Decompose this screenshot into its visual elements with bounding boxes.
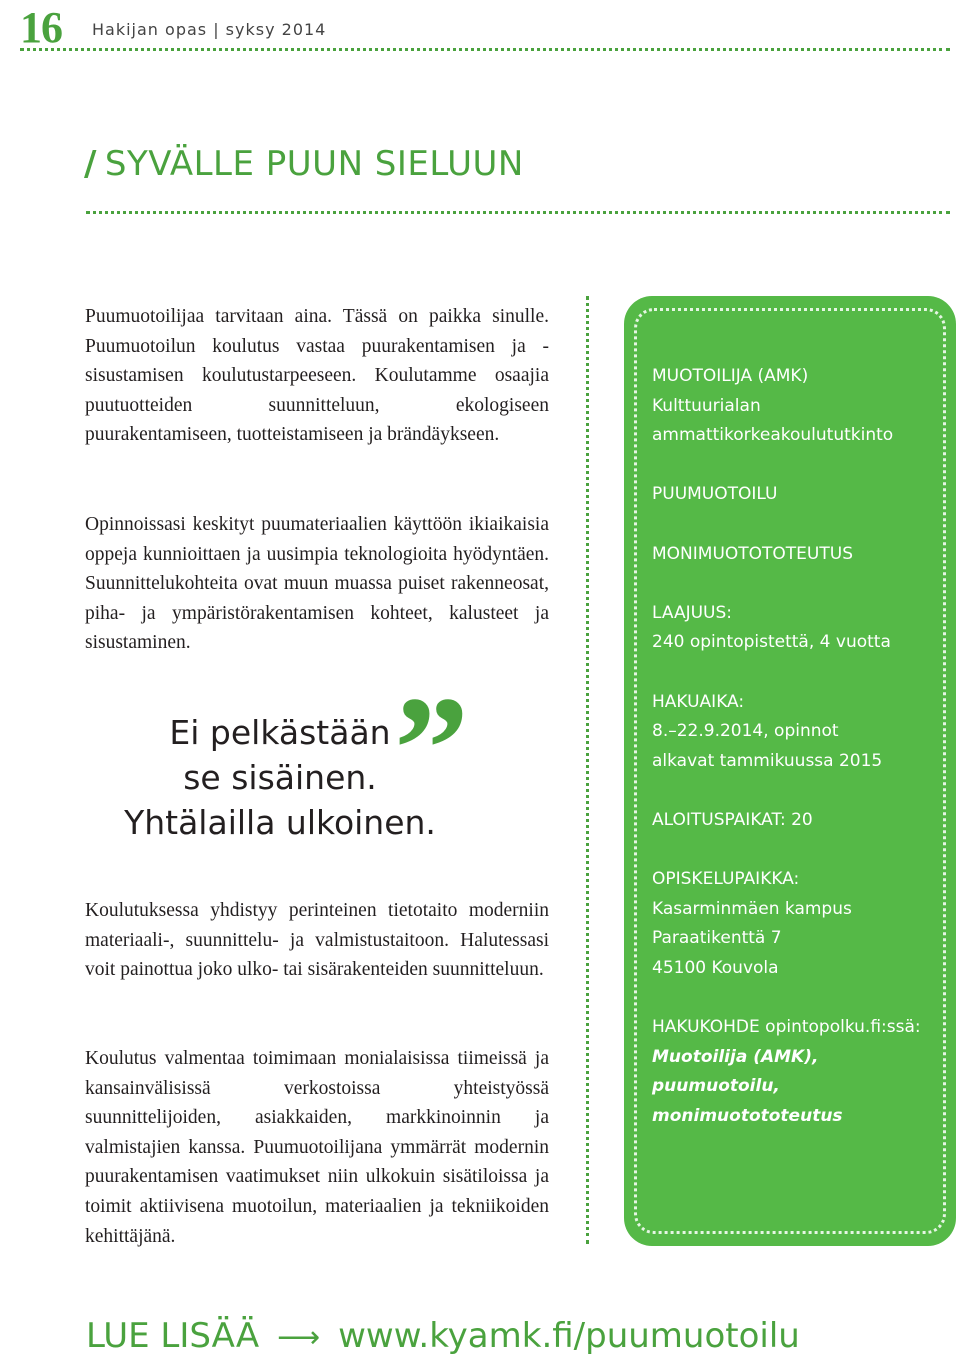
degree-title: MUOTOILIJA (AMK) xyxy=(652,366,809,386)
arrow-right-icon: ⟶ xyxy=(277,1320,321,1355)
study-mode: MONIMUOTOTOTEUTUS xyxy=(652,543,853,564)
apply-item: Muotoilija (AMK), xyxy=(652,1046,819,1067)
top-dotted-rule xyxy=(20,48,950,51)
location-line: Paraatikenttä 7 xyxy=(652,928,782,949)
mode-block xyxy=(652,540,942,570)
location-label: OPISKELUPAIKKA: xyxy=(652,869,800,890)
programme-name: PUUMUOTOILU xyxy=(652,484,778,505)
programme-block xyxy=(652,480,942,510)
title-text: SYVÄLLE PUUN SIELUUN xyxy=(104,144,524,184)
quote-line: Yhtälailla ulkoinen. xyxy=(124,803,436,842)
footer-read-more xyxy=(86,1316,800,1356)
quote-line: Ei pelkästään xyxy=(169,713,391,752)
location-line: Kasarminmäen kampus xyxy=(652,898,852,919)
places-block xyxy=(652,806,942,836)
title-slash: / xyxy=(84,144,97,184)
application-label: HAKUAIKA: xyxy=(652,691,745,712)
quote-mark: ” xyxy=(394,666,469,832)
intro-paragraph-1: Puumuotoilijaa tarvitaan aina. Tässä on paikka sinulle. Puumuotoilun koulutus vastaa puurakentamisen ja -sisustamisen koulutustarpeeseen. Koulutamme osaajia puutuotteiden suunnitteluun, ekologiseen puurakentamiseen, tuotteistamiseen ja brändäykseen. xyxy=(85,306,549,446)
apply-label: HAKUKOHDE opintopolku.fi:ssä: xyxy=(652,1017,921,1038)
degree-line: Kulttuurialan xyxy=(652,395,761,416)
quote-line: se sisäinen. xyxy=(183,758,377,797)
scope-label: LAAJUUS: xyxy=(652,602,733,623)
application-start: alkavat tammikuussa 2015 xyxy=(652,750,883,771)
info-box xyxy=(624,296,956,1246)
body-paragraph-1: Koulutuksessa yhdistyy perinteinen tietotaito moderniin materiaali-, suunnittelu- ja valmistustaitoon. Halutessasi voit painottua joko ulko- tai sisärakenteiden suunnitteluun. xyxy=(85,900,549,981)
scope-value: 240 opintopistettä, 4 vuotta xyxy=(652,632,891,653)
info-box-content xyxy=(652,362,942,1161)
page-number: 16 xyxy=(20,3,62,52)
website-link[interactable]: www.kyamk.fi/puumuotoilu xyxy=(338,1316,800,1356)
scope-block xyxy=(652,599,942,658)
application-block xyxy=(652,688,942,777)
title-dotted-rule xyxy=(86,211,950,214)
intro-paragraph-2: Opinnoissasi keskityt puumateriaalien käyttöön ikiaikaisia oppeja kunnioittaen ja uusimpia teknologioita hyödyntäen. Suunnittelukohteita ovat muun muassa puiset rakenneosat, piha- ja ympäristörakentamisen kohteet, kalusteet ja sisustaminen. xyxy=(85,514,549,654)
column-divider xyxy=(586,296,589,1244)
apply-item: monimuotototeutus xyxy=(652,1105,843,1126)
location-line: 45100 Kouvola xyxy=(652,957,779,978)
degree-line: ammattikorkeakoulututkinto xyxy=(652,425,894,446)
read-more-label: LUE LISÄÄ xyxy=(86,1316,260,1356)
application-dates: 8.–22.9.2014, opinnot xyxy=(652,721,839,742)
pull-quote xyxy=(100,710,460,845)
apply-block xyxy=(652,1013,942,1131)
degree-block xyxy=(652,362,942,451)
body-paragraph-2: Koulutus valmentaa toimimaan monialaisissa tiimeissä ja kansainvälisissä verkostoissa yhteistyössä suunnittelijoiden, asiakkaiden, markkinoinnin ja valmistajien kanssa. Puumuotoilijana ymmärrät modernin puurakentamisen vaatimukset niin ulkokuin sisätiloissa ja toimit aktiivisena muotoilun, materiaalien ja tekniikoiden kehittäjänä. xyxy=(85,1048,549,1247)
places: ALOITUSPAIKAT: 20 xyxy=(652,809,813,830)
running-head: Hakijan opas | syksy 2014 xyxy=(92,20,327,39)
page-title xyxy=(84,144,524,184)
apply-item: puumuotoilu, xyxy=(652,1076,780,1097)
location-block xyxy=(652,865,942,983)
